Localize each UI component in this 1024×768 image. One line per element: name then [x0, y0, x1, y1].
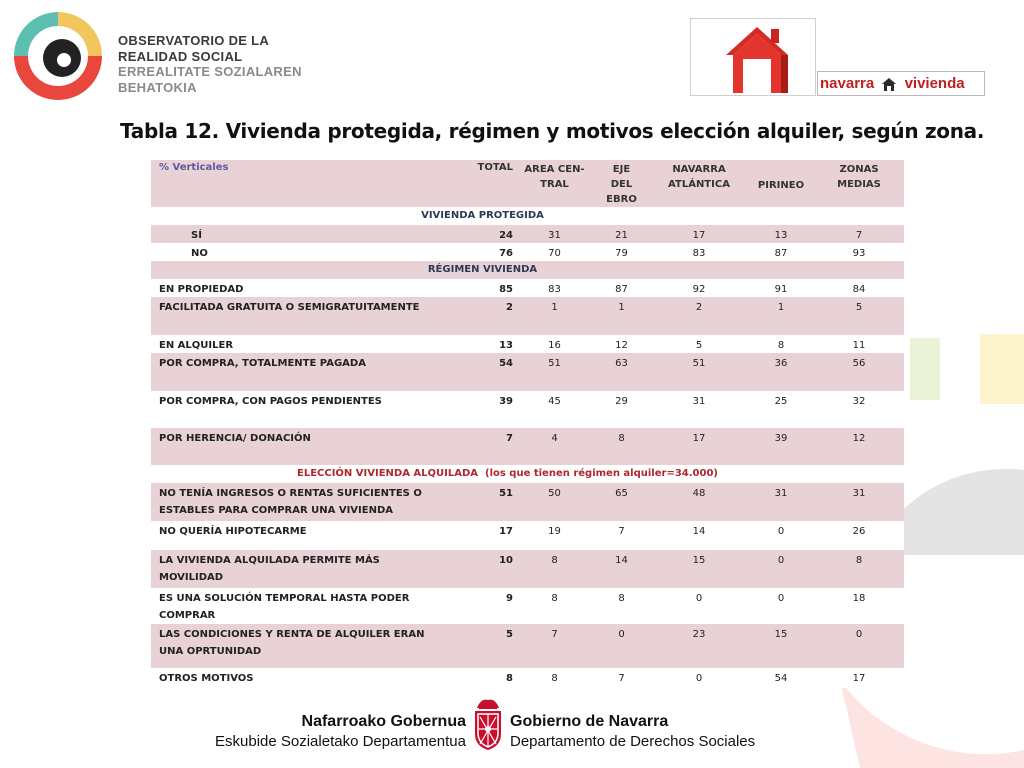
row-value: 0 — [618, 629, 625, 640]
footer-right-title: Gobierno de Navarra — [510, 713, 669, 730]
row-value: 93 — [852, 248, 866, 259]
row-value: 26 — [852, 526, 866, 537]
row-value: 54 — [774, 673, 788, 684]
row-value: 8 — [855, 555, 863, 566]
red-house-icon — [691, 19, 817, 97]
row-value: 83 — [548, 284, 561, 295]
row-value: 36 — [774, 358, 788, 369]
table-row — [151, 353, 904, 391]
col-eje-ebro: EJE DEL EBRO — [606, 164, 637, 205]
row-value: 83 — [692, 248, 706, 259]
obs-line-2: REALIDAD SOCIAL — [118, 48, 243, 64]
obs-line-4: BEHATOKIA — [118, 79, 197, 95]
row-value: 13 — [774, 230, 788, 241]
footer-right-sub: Departamento de Derechos Sociales — [510, 733, 756, 750]
row-value: 14 — [615, 555, 628, 566]
footer-right — [510, 712, 755, 751]
footer-left-sub: Eskubide Sozialetako Departamentua — [215, 733, 466, 750]
row-total: 7 — [506, 433, 513, 444]
row-label: LA VIVIENDA ALQUILADA PERMITE MÁS MOVILIDAD — [159, 555, 380, 583]
row-label: NO TENÍA INGRESOS O RENTAS SUFICIENTES O ESTABLES PARA COMPRAR UNA VIVIENDA — [159, 488, 422, 516]
row-total: 5 — [506, 629, 513, 640]
table-row — [151, 297, 904, 335]
row-value: 92 — [692, 284, 706, 295]
row-total: 39 — [499, 396, 513, 407]
row-value: 8 — [551, 673, 558, 684]
obs-line-3: ERREALITATE SOZIALAREN — [118, 64, 302, 79]
section-regimen-vivienda — [151, 261, 904, 279]
row-value: 8 — [777, 340, 785, 351]
row-value: 70 — [548, 248, 561, 259]
row-total: 76 — [499, 248, 513, 259]
row-value: 29 — [615, 396, 628, 407]
row-value: 1 — [777, 302, 785, 313]
row-value: 18 — [852, 593, 866, 604]
row-value: 31 — [548, 230, 561, 241]
row-total: 13 — [499, 340, 513, 351]
row-label: EN PROPIEDAD — [159, 284, 244, 295]
table-row — [151, 550, 904, 588]
row-value: 0 — [695, 593, 703, 604]
row-total: 10 — [499, 555, 513, 566]
row-value: 84 — [852, 284, 866, 295]
row-value: 17 — [692, 433, 706, 444]
row-label: POR COMPRA, CON PAGOS PENDIENTES — [159, 396, 382, 407]
row-value: 91 — [774, 284, 788, 295]
row-value: 1 — [551, 302, 558, 313]
section-label: VIVIENDA PROTEGIDA — [421, 210, 544, 221]
row-value: 51 — [692, 358, 706, 369]
table-row — [151, 391, 904, 428]
row-value: 7 — [618, 673, 625, 684]
row-value: 39 — [774, 433, 788, 444]
table-row — [151, 668, 904, 688]
row-label: OTROS MOTIVOS — [159, 673, 254, 684]
col-navarra-atlantica: NAVARRA ATLÁNTICA — [668, 164, 730, 190]
observatorio-name — [118, 33, 302, 95]
table-header — [151, 160, 904, 207]
row-value: 17 — [852, 673, 866, 684]
row-total: 24 — [499, 230, 513, 241]
section-vivienda-protegida — [151, 207, 904, 225]
table-row — [151, 225, 904, 243]
row-value: 1 — [618, 302, 625, 313]
col-total: TOTAL — [477, 162, 513, 173]
row-value: 31 — [852, 488, 866, 499]
row-value: 8 — [551, 555, 558, 566]
row-label: NO QUERÍA HIPOTECARME — [159, 526, 307, 537]
row-total: 9 — [506, 593, 513, 604]
row-value: 8 — [618, 593, 625, 604]
row-total: 2 — [506, 302, 513, 313]
row-total: 8 — [506, 673, 513, 684]
row-value: 4 — [551, 433, 558, 444]
row-value: 51 — [548, 358, 561, 369]
row-value: 15 — [692, 555, 706, 566]
col-area-central: AREA CEN- TRAL — [524, 164, 585, 190]
row-value: 2 — [695, 302, 703, 313]
col-pirineo: PIRINEO — [757, 180, 805, 191]
row-value: 15 — [774, 629, 788, 640]
row-value: 45 — [548, 396, 561, 407]
row-value: 65 — [615, 488, 628, 499]
navarra-coat-of-arms-icon — [471, 696, 505, 752]
row-label: POR COMPRA, TOTALMENTE PAGADA — [159, 358, 366, 369]
row-value: 5 — [695, 340, 703, 351]
table-row — [151, 624, 904, 668]
row-value: 23 — [692, 629, 706, 640]
row-label: SÍ — [191, 230, 202, 241]
observatorio-logo-icon — [10, 8, 106, 104]
footer-gobierno — [183, 712, 803, 758]
navarra-vivienda-brand — [817, 71, 985, 96]
row-value: 56 — [852, 358, 866, 369]
row-total: 17 — [499, 526, 513, 537]
small-house-icon — [881, 77, 897, 92]
row-total: 85 — [499, 284, 513, 295]
row-value: 0 — [777, 555, 785, 566]
row-value: 17 — [692, 230, 706, 241]
row-value: 5 — [855, 302, 863, 313]
col-zonas-medias: ZONAS MEDIAS — [837, 164, 881, 190]
footer-left — [183, 712, 466, 751]
row-value: 7 — [855, 230, 863, 241]
brand-navarra: navarra — [820, 75, 875, 92]
row-value: 63 — [615, 358, 628, 369]
table-row — [151, 243, 904, 261]
row-label: NO — [191, 248, 208, 259]
table-row — [151, 521, 904, 550]
row-value: 21 — [615, 230, 628, 241]
row-value: 16 — [548, 340, 561, 351]
row-label: FACILITADA GRATUITA O SEMIGRATUITAMENTE — [159, 302, 420, 313]
table-row — [151, 588, 904, 624]
section-eleccion-vivienda — [151, 465, 904, 483]
row-value: 25 — [774, 396, 788, 407]
row-label: EN ALQUILER — [159, 340, 234, 351]
row-value: 12 — [852, 433, 866, 444]
row-total: 54 — [499, 358, 513, 369]
row-value: 7 — [618, 526, 625, 537]
row-total: 51 — [499, 488, 513, 499]
row-label: LAS CONDICIONES Y RENTA DE ALQUILER ERAN UNA OPRTUNIDAD — [159, 629, 425, 657]
row-value: 0 — [855, 629, 863, 640]
footer-left-title: Nafarroako Gobernua — [301, 713, 466, 730]
row-value: 87 — [774, 248, 788, 259]
row-value: 0 — [695, 673, 703, 684]
row-value: 0 — [777, 526, 785, 537]
obs-line-1: OBSERVATORIO DE LA — [118, 33, 270, 48]
page-title: Tabla 12. Vivienda protegida, régimen y motivos elección alquiler, según zona. — [120, 119, 985, 143]
row-value: 12 — [615, 340, 628, 351]
row-value: 32 — [852, 396, 866, 407]
row-value: 14 — [692, 526, 706, 537]
row-value: 0 — [777, 593, 785, 604]
navarra-vivienda-logo — [690, 18, 985, 96]
row-value: 48 — [692, 488, 706, 499]
row-value: 8 — [551, 593, 558, 604]
row-value: 87 — [615, 284, 628, 295]
row-value: 50 — [548, 488, 561, 499]
row-value: 31 — [774, 488, 788, 499]
row-label: ES UNA SOLUCIÓN TEMPORAL HASTA PODER COMPRAR — [159, 593, 410, 621]
section-label: ELECCIÓN VIVIENDA ALQUILADA (los que tienen régimen alquiler=34.000) — [297, 468, 718, 479]
brand-vivienda: vivienda — [904, 75, 965, 92]
house-image — [690, 18, 816, 96]
row-value: 7 — [551, 629, 558, 640]
row-value: 19 — [548, 526, 561, 537]
row-value: 79 — [615, 248, 628, 259]
row-value: 11 — [852, 340, 866, 351]
row-label: POR HERENCIA/ DONACIÓN — [159, 433, 311, 444]
corner-label: % Verticales — [159, 162, 229, 173]
table-row — [151, 483, 904, 521]
table-row — [151, 279, 904, 297]
row-value: 31 — [692, 396, 706, 407]
table-row — [151, 335, 904, 353]
table-row — [151, 428, 904, 465]
section-label: RÉGIMEN VIVIENDA — [427, 264, 538, 275]
row-value: 8 — [618, 433, 625, 444]
